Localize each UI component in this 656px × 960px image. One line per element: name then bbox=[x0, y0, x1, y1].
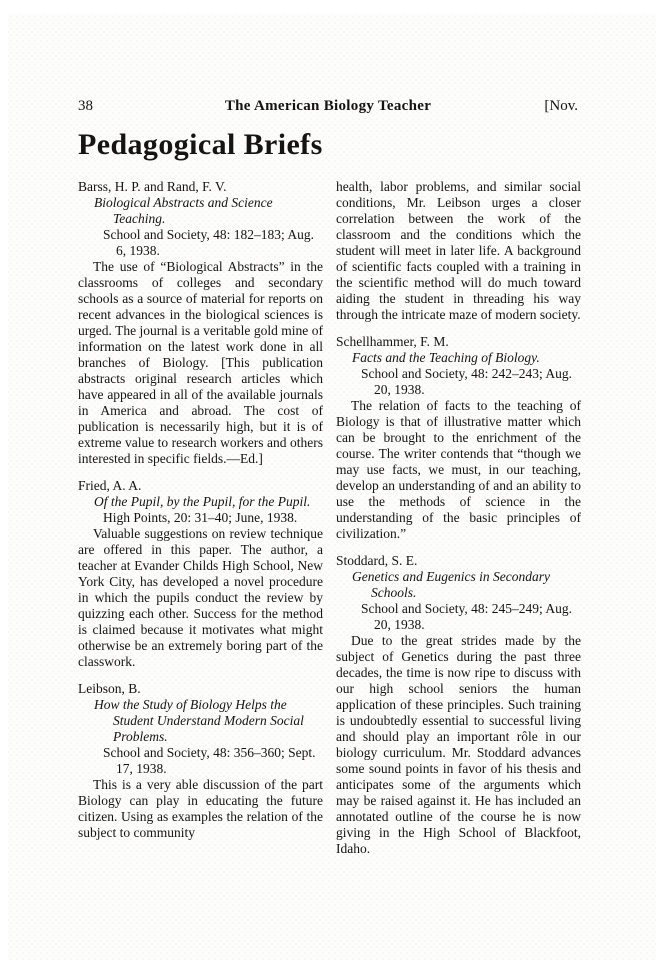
entry-abstract: The relation of facts to the teaching of Biology is that of illustrative matter which can be brought to the enrichment of the course. The writer contends that “though we may use facts, we must, in our teaching, develop an understanding of and an ability to use the methods of science in the understanding of the basic principles of civilization.” bbox=[336, 398, 581, 541]
entry-citation: School and Society, 48: 182–183; Aug. 6, 1938. bbox=[103, 227, 314, 258]
entry-abstract: This is a very able discussion of the part Biology can play in educating the future citizen. Using as examples the relation of the subject to community bbox=[78, 777, 323, 840]
entry-abstract-continuation: health, labor problems, and similar social conditions, Mr. Leibson urges a closer correlation between the work of the classroom and the conditions which the student will meet in later life. A background of scientific facts coupled with a training in the scientific method will do much toward aiding the student in threading his way through the intricate maze of modern society. bbox=[336, 179, 581, 322]
entry-citation: School and Society, 48: 356–360; Sept. 17, 1938. bbox=[103, 745, 316, 776]
bibliography-entry-barss bbox=[78, 179, 323, 467]
entry-citation: High Points, 20: 31–40; June, 1938. bbox=[103, 510, 298, 525]
entry-abstract: The use of “Biological Abstracts” in the classrooms of colleges and secondary schools as a source of material for reports on recent advances in the biological sciences is urged. The journal is a veritable gold mine of information on the latest work done in all branches of Biology. [This publication abstracts original research articles which have appeared in all of the available journals in America and abroad. The cost of publication is necessarily high, but it is of extreme value to research workers and others interested in specific fields.—Ed.] bbox=[78, 259, 323, 466]
entry-title: Of the Pupil, by the Pupil, for the Pupil. bbox=[94, 494, 311, 509]
bibliography-entry-schellhammer bbox=[336, 334, 581, 542]
page-number: 38 bbox=[78, 98, 93, 114]
entry-citation: School and Society, 48: 242–243; Aug. 20, 1938. bbox=[361, 366, 572, 397]
entry-title: Genetics and Eugenics in Secondary Schools. bbox=[352, 569, 550, 600]
entry-author: Stoddard, S. E. bbox=[336, 553, 418, 568]
bibliography-entry-fried bbox=[78, 478, 323, 670]
entry-citation: School and Society, 48: 245–249; Aug. 20, 1938. bbox=[361, 601, 572, 632]
bibliography-entry-stoddard bbox=[336, 553, 581, 857]
two-column-body bbox=[78, 179, 581, 868]
right-column bbox=[336, 179, 581, 868]
entry-author: Schellhammer, F. M. bbox=[336, 334, 449, 349]
entry-author: Leibson, B. bbox=[78, 681, 141, 696]
journal-title: The American Biology Teacher bbox=[224, 98, 432, 114]
section-title: Pedagogical Briefs bbox=[78, 128, 323, 161]
entry-title: How the Study of Biology Helps the Student Understand Modern Social Problems. bbox=[94, 697, 304, 744]
issue-label: [Nov. bbox=[544, 98, 578, 114]
entry-author: Barss, H. P. and Rand, F. V. bbox=[78, 179, 227, 194]
entry-title: Facts and the Teaching of Biology. bbox=[352, 350, 540, 365]
bibliography-entry-leibson bbox=[78, 681, 323, 841]
running-head bbox=[78, 97, 578, 115]
entry-author: Fried, A. A. bbox=[78, 478, 142, 493]
entry-title: Biological Abstracts and Science Teaching. bbox=[94, 195, 273, 226]
entry-abstract: Due to the great strides made by the subject of Genetics during the past three decades, the time is now ripe to discuss with our high school seniors the human application of these principles. Such training is undoubtedly essential to successful living and should play an important rôle in our biology curriculum. Mr. Stoddard advances some sound points in favor of his thesis and anticipates some of the arguments which may be raised against it. He has included an annotated outline of the course he is now giving in the High School of Blackfoot, Idaho. bbox=[336, 633, 581, 856]
left-column bbox=[78, 179, 323, 868]
entry-abstract: Valuable suggestions on review technique are offered in this paper. The author, a teacher at Evander Childs High School, New York City, has developed a novel procedure in which the pupils conduct the review by quizzing each other. Success for the method is claimed because it motivates what might otherwise be an extremely boring part of the classwork. bbox=[78, 526, 323, 669]
